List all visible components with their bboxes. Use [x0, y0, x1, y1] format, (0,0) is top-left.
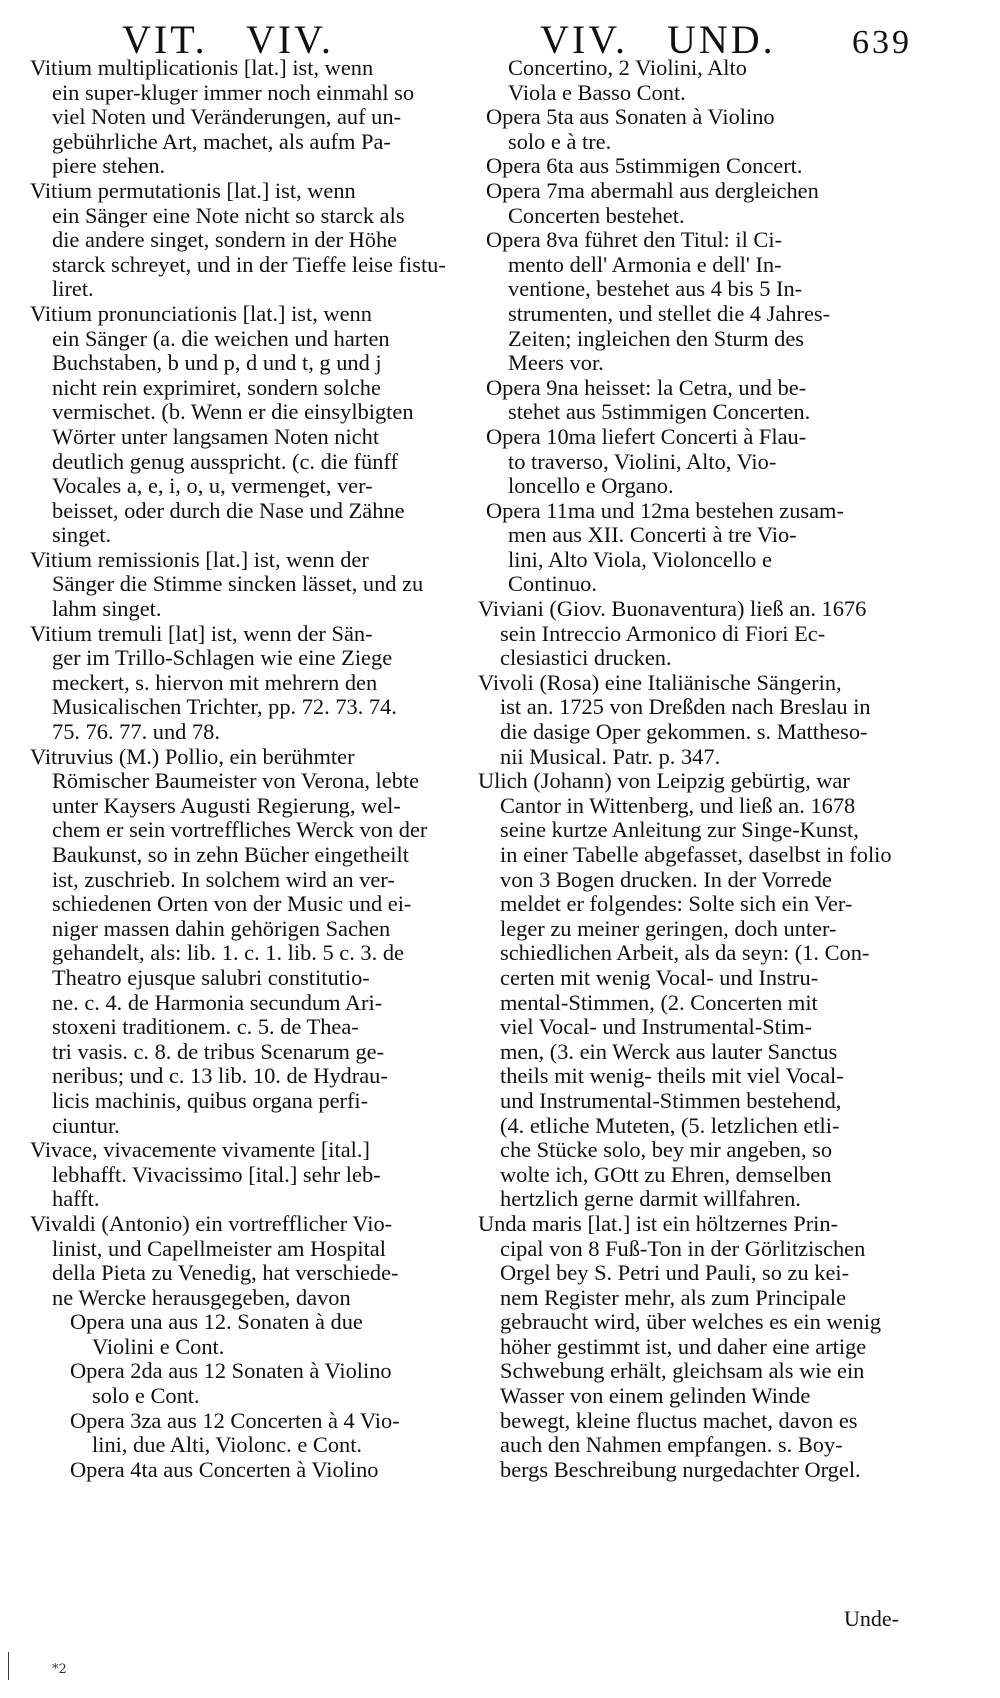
- text-line: meldet er folgendes: Solte sich ein Ver-: [500, 892, 853, 917]
- text-line: Opera 9na heisset: la Cetra, und be-: [486, 375, 807, 400]
- text-line: 75. 76. 77. und 78.: [52, 720, 220, 745]
- text-line: viel Noten und Veränderungen, auf un-: [52, 105, 402, 130]
- text-line: mental-Stimmen, (2. Concerten mit: [500, 990, 818, 1015]
- text-line: schiedlichen Arbeit, als da seyn: (1. Con-: [500, 941, 870, 966]
- text-line: Vitium pronunciationis [lat.] ist, wenn: [30, 301, 372, 326]
- text-line: ne. c. 4. de Harmonia secundum Ari-: [52, 990, 383, 1015]
- text-line: niger massen dahin gehörigen Sachen: [52, 916, 391, 941]
- text-line: Ulich (Johann) von Leipzig gebürtig, war: [478, 769, 850, 794]
- text-line: bergs Beschreibung nurgedachter Orgel.: [500, 1457, 861, 1482]
- text-line: ein Sänger eine Note nicht so starck als: [52, 203, 405, 228]
- text-line: lebhafft. Vivacissimo [ital.] sehr leb-: [52, 1162, 381, 1187]
- text-line: ist, zuschrieb. In solchem wird an ver-: [52, 867, 395, 892]
- text-line: schiedenen Orten von der Music und ei-: [52, 892, 412, 917]
- text-line: Opera 8va führet den Titul: il Ci-: [486, 228, 783, 253]
- text-line: Violini e Cont.: [92, 1334, 225, 1359]
- text-line: lahm singet.: [52, 597, 162, 622]
- text-line: Musicalischen Trichter, pp. 72. 73. 74.: [52, 695, 397, 720]
- text-line: Wasser von einem gelinden Winde: [500, 1384, 811, 1409]
- text-line: Unda maris [lat.] ist ein höltzernes Prin-: [478, 1211, 839, 1236]
- text-line: men, (3. ein Werck aus lauter Sanctus: [500, 1039, 838, 1064]
- text-line: meckert, s. hiervon mit mehrern den: [52, 670, 378, 695]
- text-line: Vitium tremuli [lat] ist, wenn der Sän-: [30, 621, 373, 646]
- text-line: ne Wercke herausgegeben, davon: [52, 1285, 351, 1310]
- text-line: Wörter unter langsamen Noten nicht: [52, 424, 380, 449]
- text-line: sein Intreccio Armonico di Fiori Ec-: [500, 621, 826, 646]
- text-line: und Instrumental-Stimmen bestehend,: [500, 1088, 842, 1113]
- text-line: Theatro ejusque salubri constitutio-: [52, 965, 370, 990]
- text-line: gehandelt, als: lib. 1. c. 1. lib. 5 c. 3. de: [52, 941, 404, 966]
- text-line: viel Vocal- und Instrumental-Stim-: [500, 1015, 812, 1040]
- text-line: mento dell' Armonia e dell' In-: [508, 252, 782, 277]
- text-line: Vitium remissionis [lat.] ist, wenn der: [30, 547, 369, 572]
- text-line: Opera 11ma und 12ma bestehen zusam-: [486, 498, 844, 523]
- right-column: [478, 56, 916, 1482]
- text-line: Zeiten; ingleichen den Sturm des: [508, 326, 804, 351]
- text-line: seine kurtze Anleitung zur Singe-Kunst,: [500, 818, 859, 843]
- text-line: che Stücke solo, bey mir angeben, so: [500, 1138, 833, 1163]
- text-line: leger zu meiner geringen, doch unter-: [500, 916, 837, 941]
- text-line: Baukunst, so in zehn Bücher eingetheilt: [52, 843, 409, 867]
- text-line: vermischet. (b. Wenn er die einsylbigten: [52, 400, 414, 425]
- text-line: theils mit wenig- theils mit viel Vocal-: [500, 1064, 844, 1089]
- text-line: ger im Trillo-Schlagen wie eine Ziege: [52, 646, 393, 671]
- text-line: hertzlich gerne darmit willfahren.: [500, 1187, 801, 1212]
- catchword: Unde-: [844, 1606, 899, 1631]
- text-line: von 3 Bogen drucken. In der Vorrede: [500, 867, 832, 892]
- text-line: Opera 7ma abermahl aus dergleichen: [486, 178, 819, 203]
- text-line: to traverso, Violini, Alto, Vio-: [508, 449, 777, 474]
- text-line: Meers vor.: [508, 351, 604, 376]
- text-line: gebraucht wird, über welches es ein wenig: [500, 1310, 882, 1335]
- text-line: tri vasis. c. 8. de tribus Scenarum ge-: [52, 1039, 385, 1064]
- text-line: Concerten bestehet.: [508, 203, 685, 228]
- text-line: liret.: [52, 277, 94, 302]
- text-line: Vivoli (Rosa) eine Italiänische Sängerin,: [478, 670, 842, 695]
- text-line: men aus XII. Concerti à tre Vio-: [508, 523, 797, 548]
- text-line: hafft.: [52, 1187, 100, 1212]
- text-line: Buchstaben, b und p, d und t, g und j: [52, 351, 382, 376]
- running-head-left: VIT. VIV.: [122, 17, 334, 62]
- text-line: Vocales a, e, i, o, u, vermenget, ver-: [52, 474, 373, 499]
- text-line: stehet aus 5stimmigen Concerten.: [508, 400, 811, 425]
- text-line: Vitium multiplicationis [lat.] ist, wenn: [30, 56, 374, 80]
- signature-mark: *2: [52, 1662, 67, 1677]
- left-column: [30, 56, 460, 1482]
- text-line: della Pieta zu Venedig, hat verschiede-: [52, 1261, 399, 1286]
- text-line: Viviani (Giov. Buonaventura) ließ an. 1676: [478, 597, 867, 622]
- text-line: clesiastici drucken.: [500, 646, 672, 671]
- text-line: Cantor in Wittenberg, und ließ an. 1678: [500, 793, 856, 818]
- text-line: Opera 2da aus 12 Sonaten à Violino: [70, 1359, 392, 1384]
- text-line: Opera 3za aus 12 Concerten à 4 Vio-: [70, 1408, 400, 1433]
- text-line: strumenten, und stellet die 4 Jahres-: [508, 301, 831, 326]
- text-line: in einer Tabelle abgefasset, daselbst in folio: [500, 843, 892, 867]
- text-line: gebührliche Art, machet, als aufm Pa-: [52, 129, 391, 154]
- margin-rule: [8, 1652, 9, 1680]
- text-line: Continuo.: [508, 572, 597, 597]
- text-line: licis machinis, quibus organa perfi-: [52, 1088, 369, 1113]
- text-line: Opera 10ma liefert Concerti à Flau-: [486, 424, 807, 449]
- text-line: loncello e Organo.: [508, 474, 674, 499]
- text-line: piere stehen.: [52, 154, 166, 179]
- text-line: Opera una aus 12. Sonaten à due: [70, 1310, 363, 1335]
- text-line: ciuntur.: [52, 1113, 120, 1138]
- text-line: solo e à tre.: [508, 129, 612, 154]
- text-line: certen mit wenig Vocal- und Instru-: [500, 965, 819, 990]
- page-number: 639: [852, 24, 912, 61]
- text-line: ventione, bestehet aus 4 bis 5 In-: [508, 277, 803, 302]
- text-line: Römischer Baumeister von Verona, lebte: [52, 769, 420, 794]
- text-line: linist, und Capellmeister am Hospital: [52, 1236, 386, 1261]
- text-line: Concertino, 2 Violini, Alto: [508, 56, 747, 80]
- text-line: Schwebung erhält, gleichsam als wie ein: [500, 1359, 865, 1384]
- text-line: (4. etliche Muteten, (5. letzlichen etli-: [500, 1113, 840, 1138]
- running-head-right: VIV. UND.: [540, 17, 776, 62]
- text-line: nii Musical. Patr. p. 347.: [500, 744, 721, 769]
- text-line: nem Register mehr, als zum Principale: [500, 1285, 847, 1310]
- text-line: chem er sein vortreffliches Werck von der: [52, 818, 428, 843]
- text-line: die andere singet, sondern in der Höhe: [52, 228, 398, 253]
- text-line: die dasige Oper gekommen. s. Mattheso-: [500, 720, 868, 745]
- text-line: lini, Alto Viola, Violoncello e: [508, 547, 772, 572]
- text-line: neribus; und c. 13 lib. 10. de Hydrau-: [52, 1064, 388, 1089]
- text-line: Vitruvius (M.) Pollio, ein berühmter: [30, 744, 355, 769]
- text-line: höher gestimmt ist, und daher eine artige: [500, 1334, 867, 1359]
- text-line: Viola e Basso Cont.: [508, 80, 686, 105]
- text-line: cipal von 8 Fuß-Ton in der Görlitzischen: [500, 1236, 866, 1261]
- text-line: stoxeni traditionem. c. 5. de Thea-: [52, 1015, 359, 1040]
- text-line: nicht rein exprimiret, sondern solche: [52, 375, 381, 400]
- text-line: unter Kaysers Augusti Regierung, wel-: [52, 793, 401, 818]
- text-line: lini, due Alti, Violonc. e Cont.: [92, 1433, 363, 1458]
- text-line: Opera 5ta aus Sonaten à Violino: [486, 105, 775, 130]
- text-line: ein super-kluger immer noch einmahl so: [52, 80, 415, 105]
- text-line: Vitium permutationis [lat.] ist, wenn: [30, 178, 356, 203]
- text-line: singet.: [52, 523, 112, 548]
- text-line: Opera 4ta aus Concerten à Violino: [70, 1457, 379, 1482]
- text-line: Orgel bey S. Petri und Pauli, so zu kei-: [500, 1261, 850, 1286]
- text-line: wolte ich, GOtt zu Ehren, demselben: [500, 1162, 832, 1187]
- text-line: solo e Cont.: [92, 1384, 200, 1409]
- text-line: Vivace, vivacemente vivamente [ital.]: [30, 1138, 370, 1163]
- text-line: ein Sänger (a. die weichen und harten: [52, 326, 390, 351]
- text-line: auch den Nahmen empfangen. s. Boy-: [500, 1433, 843, 1458]
- text-line: deutlich genug ausspricht. (c. die fünff: [52, 449, 398, 474]
- text-line: Vivaldi (Antonio) ein vortrefflicher Vio-: [30, 1211, 393, 1236]
- text-line: Sänger die Stimme sincken lässet, und zu: [52, 572, 424, 597]
- text-line: beisset, oder durch die Nase und Zähne: [52, 498, 405, 523]
- text-line: starck schreyet, und in der Tieffe leise fistu-: [52, 252, 446, 277]
- text-line: Opera 6ta aus 5stimmigen Concert.: [486, 154, 803, 179]
- text-line: ist an. 1725 von Dreßden nach Breslau in: [500, 695, 871, 720]
- text-line: bewegt, kleine fluctus machet, davon es: [500, 1408, 858, 1433]
